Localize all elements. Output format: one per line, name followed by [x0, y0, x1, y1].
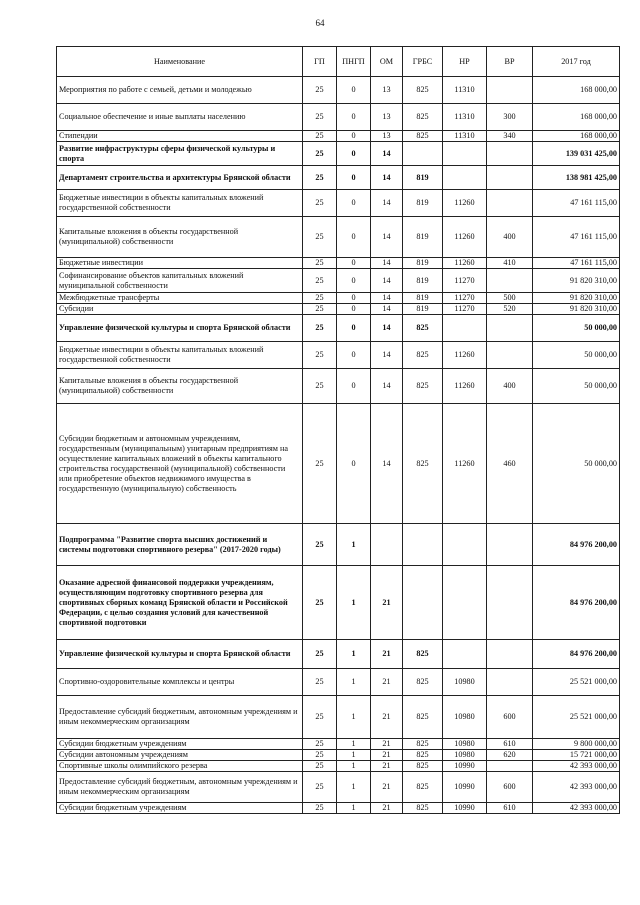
cell-nr: 11270 — [443, 304, 487, 315]
cell-name: Спортивно-оздоровительные комплексы и центры — [57, 669, 303, 696]
cell-name: Межбюджетные трансферты — [57, 293, 303, 304]
cell-grbs — [403, 524, 443, 566]
cell-amount: 50 000,00 — [533, 315, 620, 342]
column-header-name: Наименование — [57, 47, 303, 77]
cell-vr — [487, 669, 533, 696]
cell-name: Департамент строительства и архитектуры Брянской области — [57, 166, 303, 190]
table-row — [57, 739, 620, 750]
cell-name: Спортивные школы олимпийского резерва — [57, 761, 303, 772]
cell-gp: 25 — [303, 217, 337, 258]
column-header-amount: 2017 год — [533, 47, 620, 77]
cell-grbs: 825 — [403, 77, 443, 104]
cell-om: 21 — [371, 803, 403, 814]
cell-name: Субсидии бюджетным учреждениям — [57, 739, 303, 750]
cell-gp: 25 — [303, 761, 337, 772]
cell-pngp: 1 — [337, 524, 371, 566]
cell-gp: 25 — [303, 77, 337, 104]
table-row — [57, 640, 620, 669]
cell-om: 14 — [371, 190, 403, 217]
cell-pngp: 1 — [337, 772, 371, 803]
cell-gp: 25 — [303, 669, 337, 696]
cell-amount: 50 000,00 — [533, 369, 620, 404]
cell-grbs: 819 — [403, 269, 443, 293]
table-row — [57, 304, 620, 315]
table-row — [57, 77, 620, 104]
cell-name: Бюджетные инвестиции в объекты капитальных вложений государственной собственности — [57, 190, 303, 217]
cell-amount: 168 000,00 — [533, 131, 620, 142]
cell-grbs: 819 — [403, 293, 443, 304]
cell-vr: 500 — [487, 293, 533, 304]
cell-gp: 25 — [303, 404, 337, 524]
cell-om: 21 — [371, 761, 403, 772]
cell-grbs — [403, 142, 443, 166]
cell-name: Бюджетные инвестиции — [57, 258, 303, 269]
cell-nr: 11310 — [443, 104, 487, 131]
cell-name: Управление физической культуры и спорта Брянской области — [57, 640, 303, 669]
cell-gp: 25 — [303, 369, 337, 404]
cell-om: 21 — [371, 566, 403, 640]
cell-vr — [487, 761, 533, 772]
table-row — [57, 131, 620, 142]
cell-pngp: 1 — [337, 566, 371, 640]
table-row — [57, 524, 620, 566]
column-header-om: ОМ — [371, 47, 403, 77]
cell-name: Софинансирование объектов капитальных вложений муниципальной собственности — [57, 269, 303, 293]
cell-om: 14 — [371, 293, 403, 304]
cell-vr — [487, 142, 533, 166]
cell-vr — [487, 342, 533, 369]
cell-nr: 10990 — [443, 772, 487, 803]
cell-pngp: 0 — [337, 342, 371, 369]
cell-grbs: 825 — [403, 761, 443, 772]
column-header-pngp: ПНГП — [337, 47, 371, 77]
cell-vr: 410 — [487, 258, 533, 269]
cell-name: Подпрограмма "Развитие спорта высших достижений и системы подготовки спортивного резерва" (2017-2020 годы) — [57, 524, 303, 566]
cell-amount: 9 800 000,00 — [533, 739, 620, 750]
column-header-nr: НР — [443, 47, 487, 77]
cell-nr — [443, 315, 487, 342]
cell-nr: 11260 — [443, 369, 487, 404]
cell-amount: 42 393 000,00 — [533, 761, 620, 772]
cell-om: 14 — [371, 142, 403, 166]
budget-table — [56, 46, 620, 814]
cell-gp: 25 — [303, 166, 337, 190]
table-row — [57, 369, 620, 404]
table-row — [57, 166, 620, 190]
cell-vr — [487, 566, 533, 640]
cell-nr: 11260 — [443, 190, 487, 217]
cell-vr: 610 — [487, 803, 533, 814]
cell-gp: 25 — [303, 566, 337, 640]
cell-amount: 42 393 000,00 — [533, 772, 620, 803]
cell-gp: 25 — [303, 131, 337, 142]
cell-gp: 25 — [303, 342, 337, 369]
cell-om: 14 — [371, 369, 403, 404]
cell-grbs: 825 — [403, 803, 443, 814]
cell-gp: 25 — [303, 104, 337, 131]
cell-pngp: 1 — [337, 761, 371, 772]
cell-pngp: 1 — [337, 803, 371, 814]
cell-gp: 25 — [303, 750, 337, 761]
cell-pngp: 0 — [337, 369, 371, 404]
cell-gp: 25 — [303, 696, 337, 739]
cell-nr: 10980 — [443, 750, 487, 761]
cell-gp: 25 — [303, 304, 337, 315]
cell-name: Оказание адресной финансовой поддержки учреждениям, осуществляющим подготовку спортивного резерва для спортивных сборных команд Брянской области и Российской Федерации, с целью создания условий для качественной спортивной подготовки — [57, 566, 303, 640]
cell-vr — [487, 524, 533, 566]
cell-nr — [443, 524, 487, 566]
cell-om: 21 — [371, 696, 403, 739]
cell-pngp: 0 — [337, 315, 371, 342]
cell-grbs: 819 — [403, 258, 443, 269]
cell-vr — [487, 190, 533, 217]
cell-amount: 47 161 115,00 — [533, 190, 620, 217]
cell-grbs: 825 — [403, 669, 443, 696]
cell-nr: 11260 — [443, 217, 487, 258]
cell-vr: 460 — [487, 404, 533, 524]
cell-name: Социальное обеспечение и иные выплаты населению — [57, 104, 303, 131]
cell-vr — [487, 269, 533, 293]
cell-grbs: 819 — [403, 190, 443, 217]
cell-pngp: 1 — [337, 739, 371, 750]
cell-amount: 25 521 000,00 — [533, 669, 620, 696]
cell-name: Предоставление субсидий бюджетным, автономным учреждениям и иным некоммерческим организациям — [57, 696, 303, 739]
cell-pngp: 1 — [337, 696, 371, 739]
cell-om: 14 — [371, 404, 403, 524]
table-row — [57, 669, 620, 696]
cell-vr: 400 — [487, 369, 533, 404]
cell-amount: 25 521 000,00 — [533, 696, 620, 739]
cell-pngp: 0 — [337, 217, 371, 258]
cell-amount: 84 976 200,00 — [533, 524, 620, 566]
table-row — [57, 803, 620, 814]
cell-grbs: 825 — [403, 640, 443, 669]
cell-om: 14 — [371, 342, 403, 369]
cell-nr: 10980 — [443, 696, 487, 739]
table-row — [57, 404, 620, 524]
cell-nr: 10990 — [443, 803, 487, 814]
cell-gp: 25 — [303, 269, 337, 293]
cell-nr: 11270 — [443, 293, 487, 304]
cell-gp: 25 — [303, 258, 337, 269]
cell-om: 13 — [371, 104, 403, 131]
cell-gp: 25 — [303, 524, 337, 566]
cell-pngp: 0 — [337, 142, 371, 166]
cell-grbs: 825 — [403, 369, 443, 404]
cell-om: 13 — [371, 131, 403, 142]
cell-name: Бюджетные инвестиции в объекты капитальных вложений государственной собственности — [57, 342, 303, 369]
cell-amount: 91 820 310,00 — [533, 304, 620, 315]
table-row — [57, 750, 620, 761]
cell-vr — [487, 640, 533, 669]
cell-om: 14 — [371, 269, 403, 293]
cell-nr: 11310 — [443, 77, 487, 104]
cell-vr — [487, 315, 533, 342]
cell-pngp: 0 — [337, 131, 371, 142]
cell-name: Предоставление субсидий бюджетным, автономным учреждениям и иным некоммерческим организациям — [57, 772, 303, 803]
cell-name: Мероприятия по работе с семьей, детьми и молодежью — [57, 77, 303, 104]
cell-nr: 11270 — [443, 269, 487, 293]
cell-vr: 600 — [487, 772, 533, 803]
cell-om: 21 — [371, 640, 403, 669]
cell-nr: 10980 — [443, 739, 487, 750]
cell-om: 21 — [371, 750, 403, 761]
cell-grbs: 819 — [403, 166, 443, 190]
table-row — [57, 772, 620, 803]
cell-om: 21 — [371, 669, 403, 696]
cell-grbs: 819 — [403, 217, 443, 258]
cell-grbs: 825 — [403, 342, 443, 369]
cell-grbs: 825 — [403, 772, 443, 803]
cell-name: Стипендии — [57, 131, 303, 142]
cell-om: 14 — [371, 258, 403, 269]
table-row — [57, 190, 620, 217]
cell-name: Развитие инфраструктуры сферы физической культуры и спорта — [57, 142, 303, 166]
cell-gp: 25 — [303, 803, 337, 814]
cell-om: 13 — [371, 77, 403, 104]
cell-grbs: 825 — [403, 739, 443, 750]
cell-pngp: 0 — [337, 104, 371, 131]
cell-nr: 11260 — [443, 342, 487, 369]
cell-pngp: 1 — [337, 750, 371, 761]
table-row — [57, 342, 620, 369]
cell-amount: 91 820 310,00 — [533, 269, 620, 293]
cell-gp: 25 — [303, 739, 337, 750]
cell-name: Управление физической культуры и спорта Брянской области — [57, 315, 303, 342]
table-row — [57, 217, 620, 258]
cell-om: 14 — [371, 166, 403, 190]
table-row — [57, 315, 620, 342]
cell-amount: 47 161 115,00 — [533, 258, 620, 269]
cell-name: Субсидии — [57, 304, 303, 315]
cell-om: 14 — [371, 315, 403, 342]
cell-grbs: 825 — [403, 750, 443, 761]
cell-grbs: 825 — [403, 404, 443, 524]
cell-grbs: 819 — [403, 304, 443, 315]
cell-om: 21 — [371, 772, 403, 803]
table-row — [57, 566, 620, 640]
cell-nr: 11260 — [443, 258, 487, 269]
cell-grbs: 825 — [403, 104, 443, 131]
cell-pngp: 0 — [337, 166, 371, 190]
column-header-gp: ГП — [303, 47, 337, 77]
cell-vr: 520 — [487, 304, 533, 315]
cell-om: 21 — [371, 739, 403, 750]
cell-pngp: 0 — [337, 258, 371, 269]
cell-amount: 139 031 425,00 — [533, 142, 620, 166]
cell-pngp: 0 — [337, 304, 371, 315]
table-row — [57, 258, 620, 269]
cell-pngp: 0 — [337, 404, 371, 524]
table-row — [57, 104, 620, 131]
cell-vr: 610 — [487, 739, 533, 750]
page-number: 64 — [315, 18, 325, 28]
cell-gp: 25 — [303, 640, 337, 669]
cell-vr: 300 — [487, 104, 533, 131]
cell-name: Субсидии бюджетным и автономным учреждениям, государственным (муниципальным) унитарным предприятиям на осуществление капитальных вложений в объекты капитального строительства государственной (муниципальной) собственности или приобретение объектов недвижимого имущества в государственную (муниципальную) собственность — [57, 404, 303, 524]
cell-amount: 47 161 115,00 — [533, 217, 620, 258]
table-row — [57, 293, 620, 304]
cell-amount: 50 000,00 — [533, 404, 620, 524]
cell-gp: 25 — [303, 293, 337, 304]
table-row — [57, 142, 620, 166]
cell-amount: 168 000,00 — [533, 104, 620, 131]
cell-nr — [443, 566, 487, 640]
cell-vr: 400 — [487, 217, 533, 258]
cell-vr: 600 — [487, 696, 533, 739]
cell-nr: 11260 — [443, 404, 487, 524]
table-header-row — [57, 47, 620, 77]
cell-name: Субсидии автономным учреждениям — [57, 750, 303, 761]
cell-pngp: 0 — [337, 293, 371, 304]
cell-om: 14 — [371, 304, 403, 315]
cell-amount: 91 820 310,00 — [533, 293, 620, 304]
cell-nr — [443, 142, 487, 166]
cell-gp: 25 — [303, 142, 337, 166]
cell-amount: 42 393 000,00 — [533, 803, 620, 814]
cell-amount: 84 976 200,00 — [533, 640, 620, 669]
cell-nr — [443, 640, 487, 669]
column-header-grbs: ГРБС — [403, 47, 443, 77]
column-header-vr: ВР — [487, 47, 533, 77]
table-row — [57, 761, 620, 772]
cell-pngp: 0 — [337, 269, 371, 293]
cell-amount: 50 000,00 — [533, 342, 620, 369]
cell-vr — [487, 166, 533, 190]
cell-grbs — [403, 566, 443, 640]
cell-grbs: 825 — [403, 131, 443, 142]
table-row — [57, 269, 620, 293]
cell-name: Капитальные вложения в объекты государственной (муниципальной) собственности — [57, 369, 303, 404]
cell-nr — [443, 166, 487, 190]
cell-vr: 340 — [487, 131, 533, 142]
cell-amount: 138 981 425,00 — [533, 166, 620, 190]
cell-grbs: 825 — [403, 696, 443, 739]
table-row — [57, 696, 620, 739]
cell-grbs: 825 — [403, 315, 443, 342]
cell-amount: 84 976 200,00 — [533, 566, 620, 640]
cell-vr: 620 — [487, 750, 533, 761]
cell-amount: 168 000,00 — [533, 77, 620, 104]
cell-nr: 11310 — [443, 131, 487, 142]
cell-om — [371, 524, 403, 566]
cell-pngp: 1 — [337, 640, 371, 669]
cell-nr: 10980 — [443, 669, 487, 696]
cell-pngp: 0 — [337, 190, 371, 217]
cell-pngp: 1 — [337, 669, 371, 696]
cell-nr: 10990 — [443, 761, 487, 772]
cell-gp: 25 — [303, 772, 337, 803]
cell-name: Капитальные вложения в объекты государственной (муниципальной) собственности — [57, 217, 303, 258]
cell-gp: 25 — [303, 315, 337, 342]
cell-vr — [487, 77, 533, 104]
cell-gp: 25 — [303, 190, 337, 217]
cell-amount: 15 721 000,00 — [533, 750, 620, 761]
cell-om: 14 — [371, 217, 403, 258]
cell-pngp: 0 — [337, 77, 371, 104]
cell-name: Субсидии бюджетным учреждениям — [57, 803, 303, 814]
